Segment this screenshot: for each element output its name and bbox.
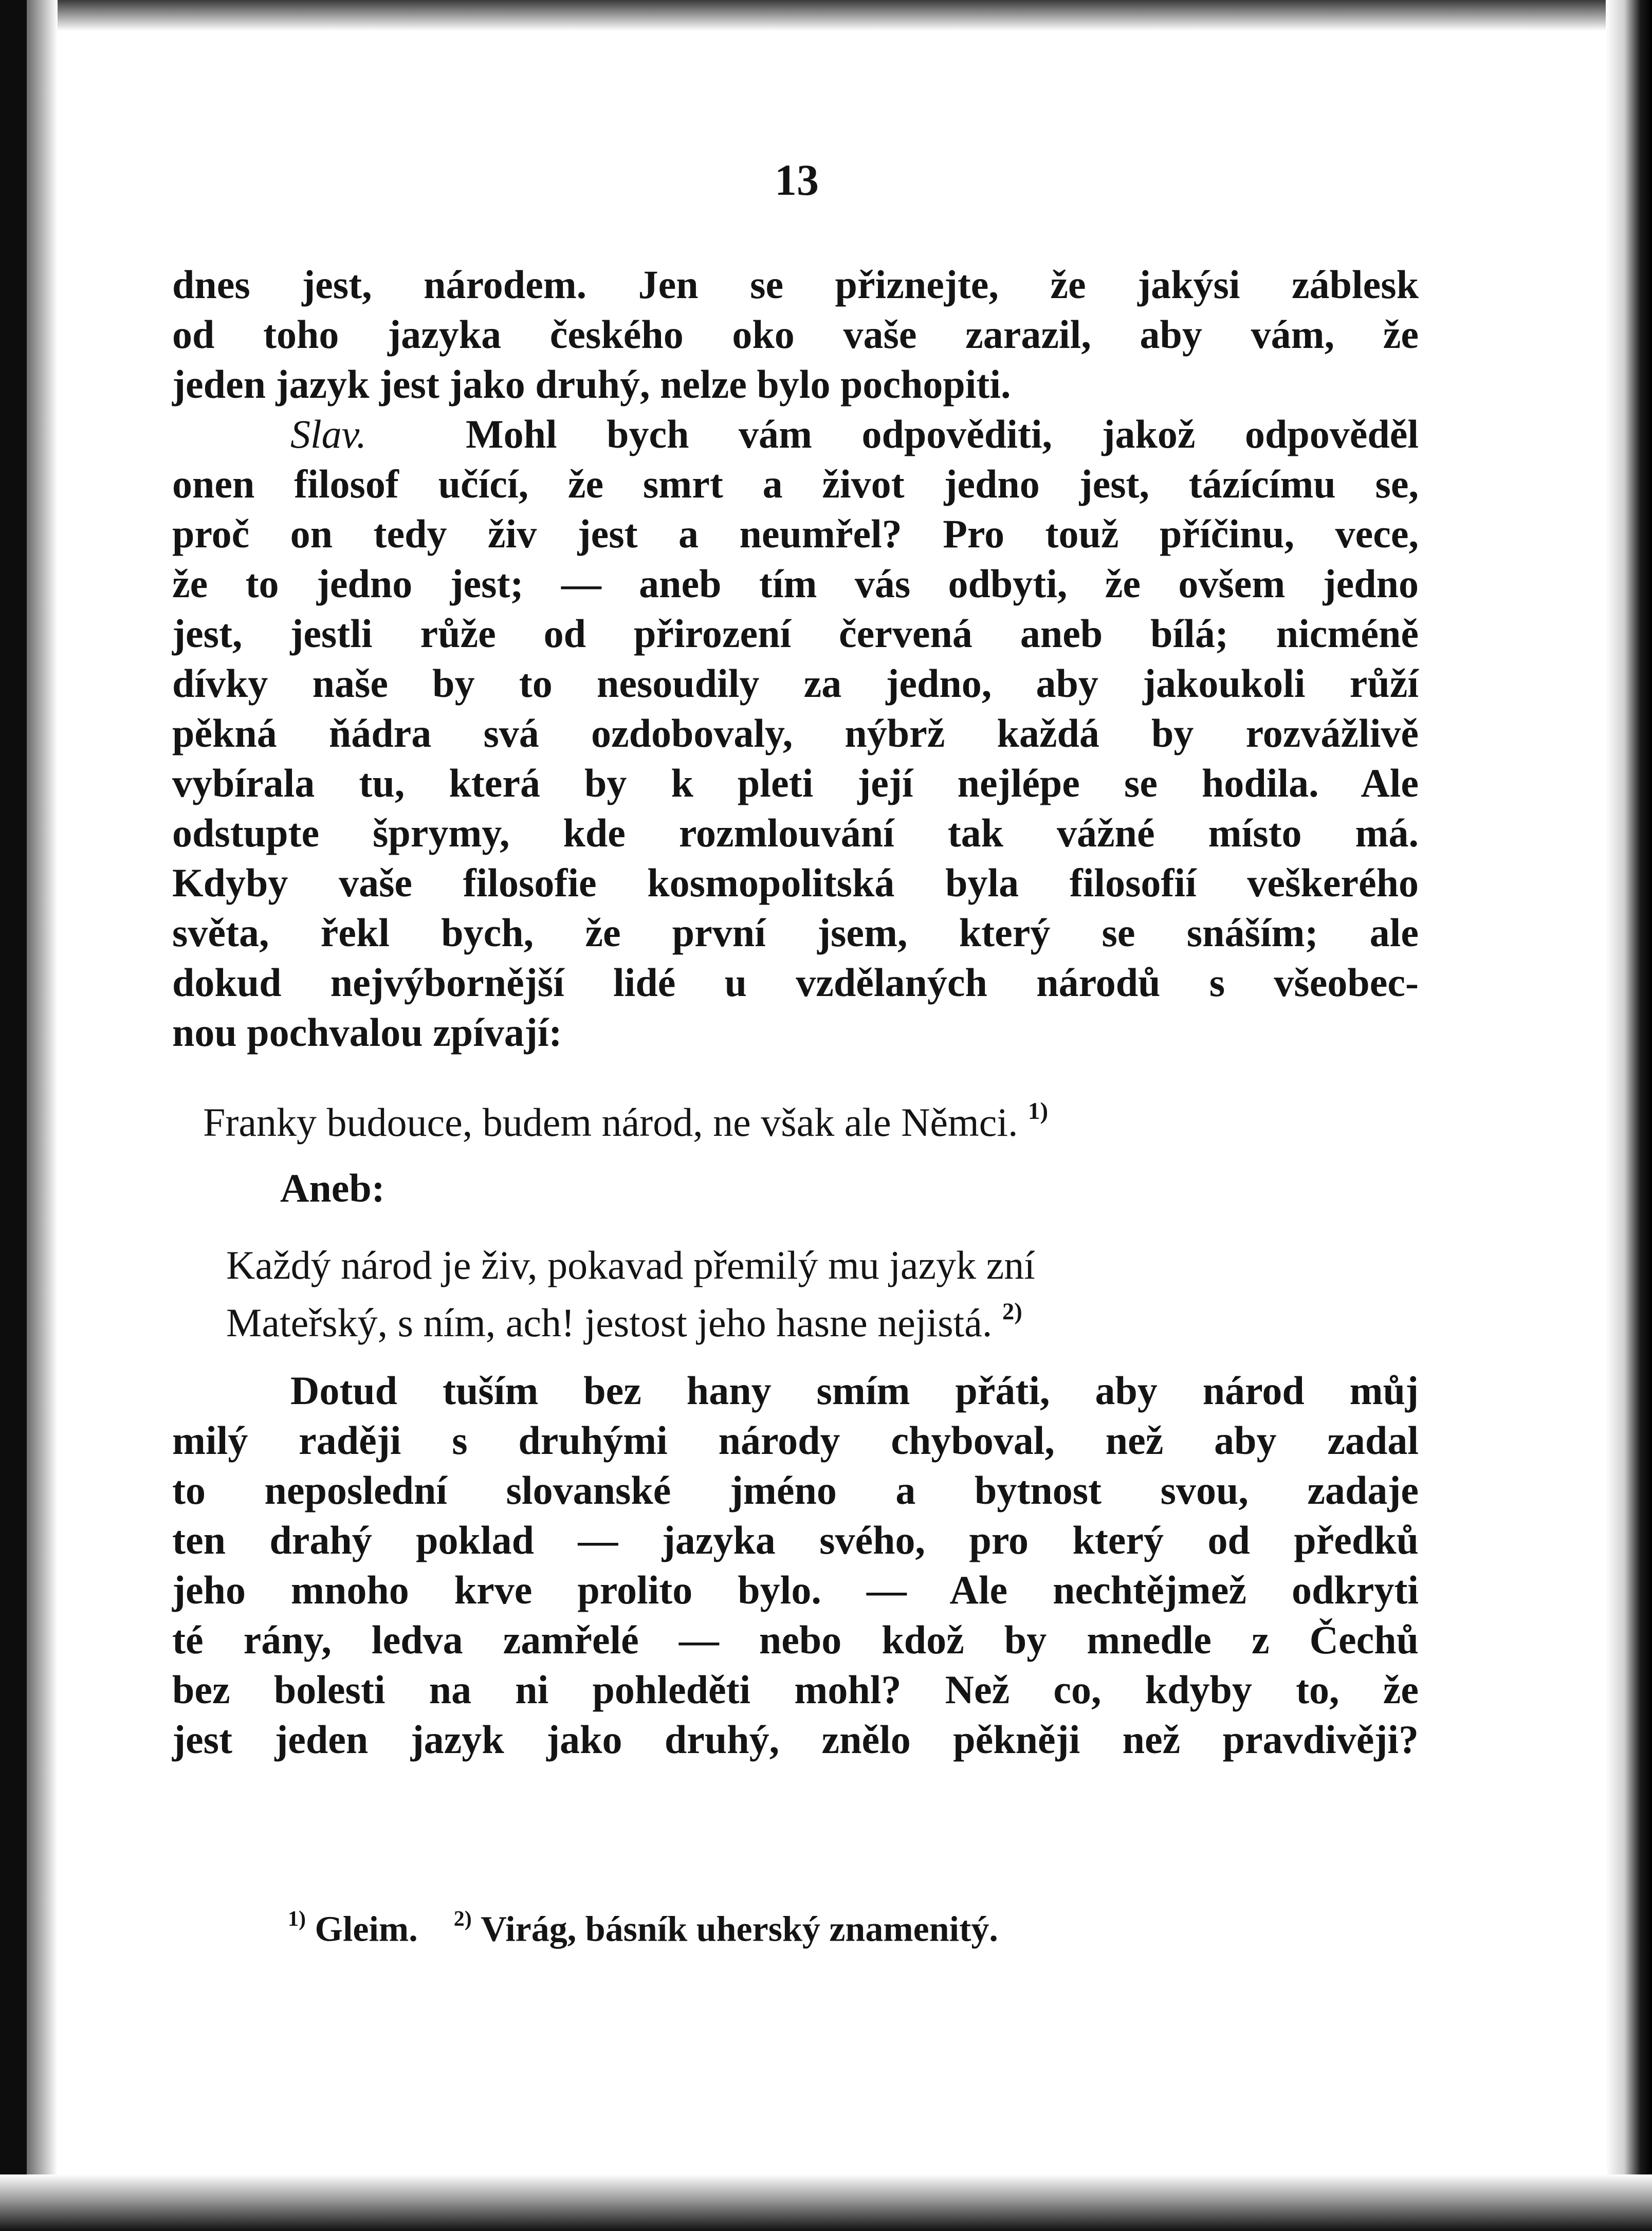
quote-line: Každý národ je živ, pokavad přemilý mu jazyk zní xyxy=(226,1243,1035,1287)
text-line: světa, řekl bych, že první jsem, který se snáším; ale xyxy=(172,910,1419,955)
text-line: onen filosof učící, že smrt a život jedno jest, tázícímu se, xyxy=(172,462,1419,506)
quote-line xyxy=(172,1083,1419,1145)
quote-text: Franky budouce, budem národ, ne však ale Němci. xyxy=(203,1099,1018,1145)
text-line: od toho jazyka českého oko vaše zarazil, aby vám, že xyxy=(172,312,1419,357)
quote-text: Mateřský, s ním, ach! jestost jeho hasne nejistá. xyxy=(226,1300,993,1345)
text-line: to neposlední slovanské jméno a bytnost svou, zadaje xyxy=(172,1468,1419,1513)
text-line: nou pochvalou zpívají: xyxy=(172,1010,562,1055)
text-line: proč on tedy živ jest a neumřel? Pro touž příčinu, vece, xyxy=(172,511,1419,556)
page-number: 13 xyxy=(775,155,819,205)
text-line: jest jeden jazyk jako druhý, znělo pěkněji než pravdivěji? xyxy=(172,1717,1419,1762)
scan-top-edge xyxy=(0,0,1652,31)
text-line: Mohl bych vám odpověditi, jakož odpověděl xyxy=(465,412,1419,456)
text-line: dívky naše by to nesoudily za jedno, aby jakoukoli růží xyxy=(172,661,1419,706)
scan-left-shadow xyxy=(27,0,58,2231)
text-line: jest, jestli růže od přirození červená aneb bílá; nicméně xyxy=(172,611,1419,656)
footnote-mark: 2) xyxy=(453,1907,472,1931)
text-line: vybírala tu, která by k pleti její nejlépe se hodila. Ale xyxy=(172,761,1419,805)
page-body xyxy=(172,260,1419,1764)
speaker-line xyxy=(172,409,1419,459)
footnote-ref: 1) xyxy=(1028,1098,1049,1124)
text-line: dnes jest, národem. Jen se přiznejte, že jakýsi záblesk xyxy=(172,262,1419,307)
text-line: jeho mnoho krve prolito bylo. — Ale nechtějmež odkryti xyxy=(172,1568,1419,1612)
text-line: Kdyby vaše filosofie kosmopolitská byla filosofií veškerého xyxy=(172,860,1419,905)
quote-line xyxy=(172,1283,1419,1345)
footnotes xyxy=(288,1907,1419,1950)
text-line: že to jedno jest; — aneb tím vás odbyti, že ovšem jedno xyxy=(172,561,1419,606)
aneb-label: Aneb: xyxy=(280,1166,385,1210)
scan-bottom-edge xyxy=(0,2174,1652,2231)
text-line: té rány, ledva zamřelé — nebo kdož by mnedle z Čechů xyxy=(172,1617,1419,1662)
text-line: odstupte šprymy, kde rozmlouvání tak vážné místo má. xyxy=(172,810,1419,855)
text-line: milý raději s druhými národy chyboval, než aby zadal xyxy=(172,1418,1419,1463)
text-line: Dotud tuším bez hany smím přáti, aby národ můj xyxy=(290,1368,1419,1413)
footnote-text: Virág, básník uherský znamenitý. xyxy=(481,1909,998,1949)
scan-right-edge xyxy=(1606,0,1652,2231)
text-line: ten drahý poklad — jazyka svého, pro který od předků xyxy=(172,1518,1419,1562)
scan-left-edge xyxy=(0,0,27,2231)
footnote-ref: 2) xyxy=(1002,1298,1022,1325)
footnote-mark: 1) xyxy=(288,1907,306,1931)
speaker-name: Slav. xyxy=(290,412,367,456)
text-line: bez bolesti na ni pohleděti mohl? Než co, kdyby to, že xyxy=(172,1667,1419,1712)
footnote-text: Gleim. xyxy=(315,1909,418,1949)
text-line: pěkná ňádra svá ozdobovaly, nýbrž každá by rozvážlivě xyxy=(172,711,1419,755)
text-line: dokud nejvýbornější lidé u vzdělaných národů s všeobec- xyxy=(172,960,1419,1005)
text-line: jeden jazyk jest jako druhý, nelze bylo pochopiti. xyxy=(172,362,1011,407)
